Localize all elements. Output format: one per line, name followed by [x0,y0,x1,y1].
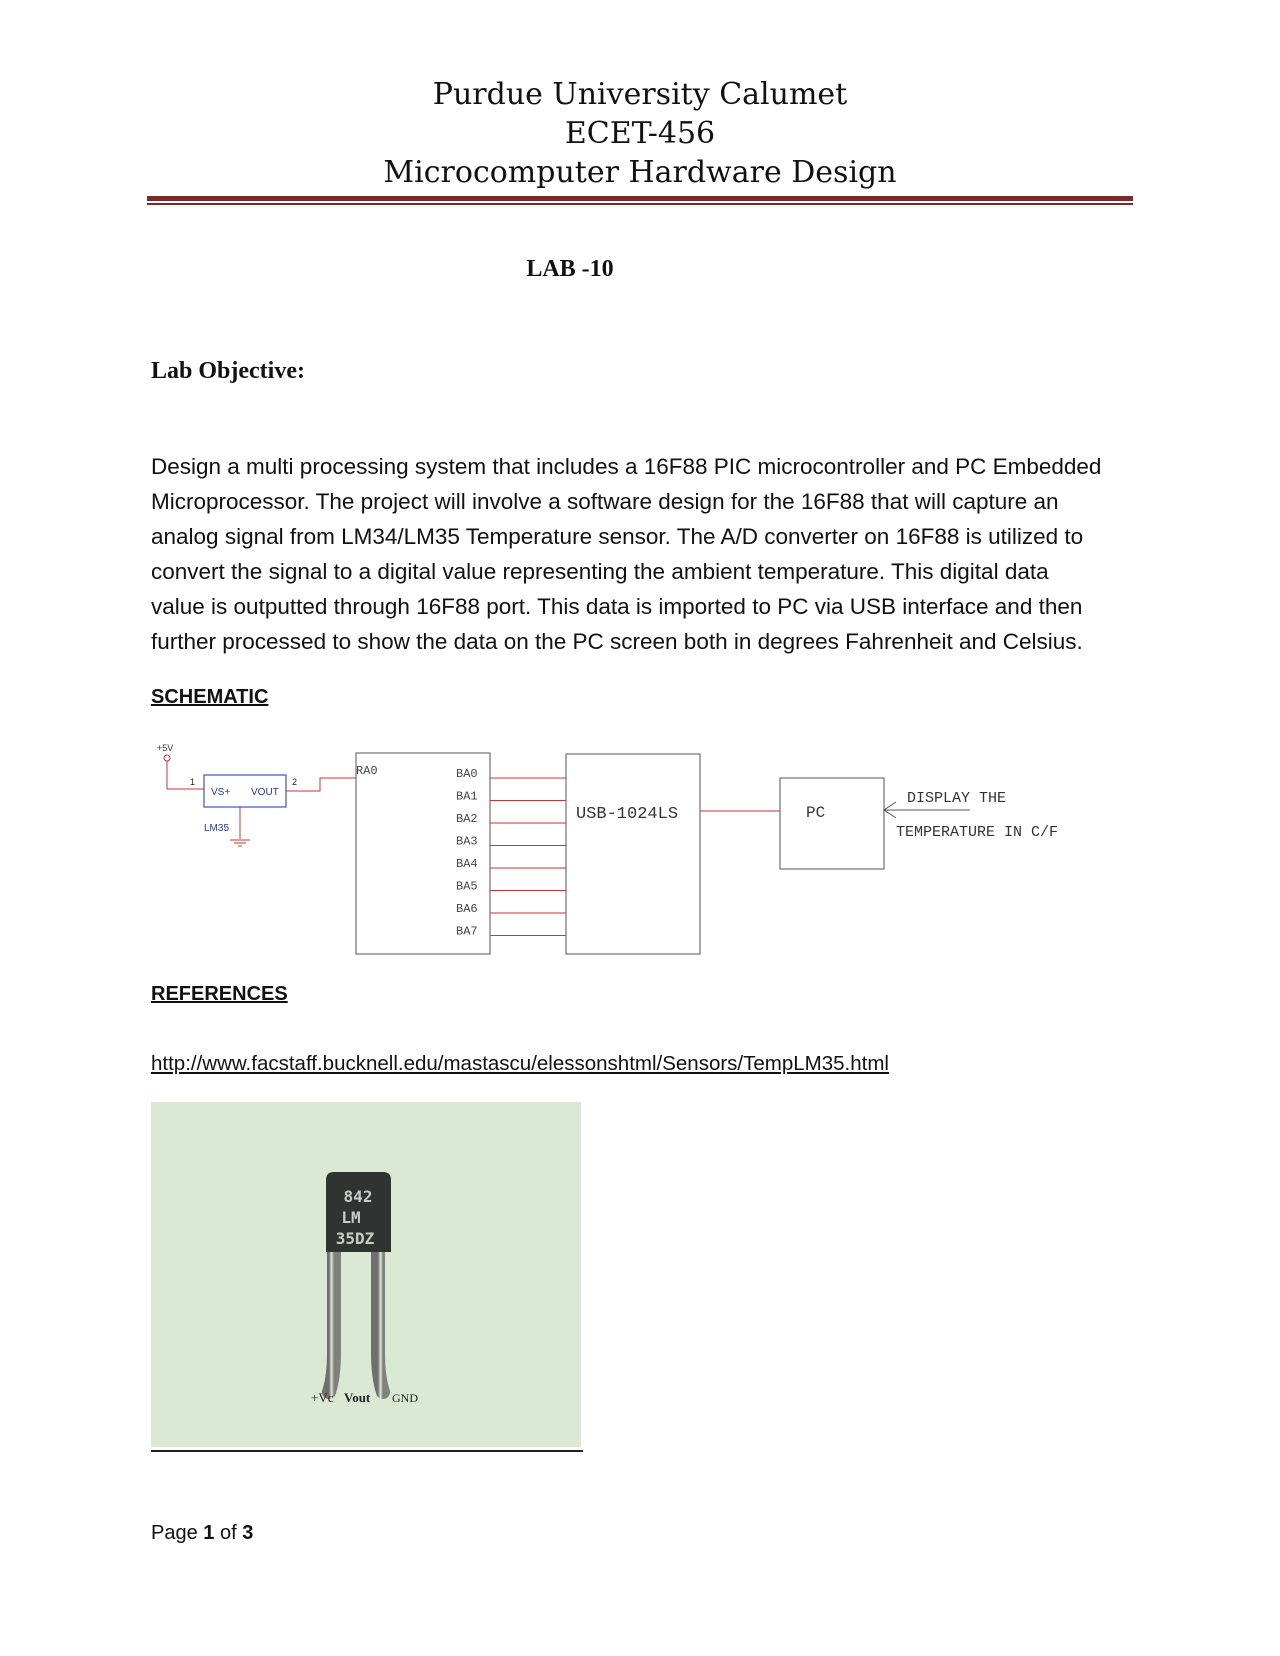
objective-line: further processed to show the data on the PC screen both in degrees Fahrenheit and Celsius. [151,629,1083,654]
supply-wire [167,761,204,789]
page-number: 1 [203,1522,215,1544]
port-label: BA4 [456,857,478,871]
chip-text-2: LM [341,1208,361,1227]
usb-box [566,754,700,954]
vout-label: VOUT [251,787,279,798]
port-label: BA6 [456,902,478,916]
port-label: BA3 [456,834,478,849]
pin-gnd [378,1250,383,1392]
display-label-1: DISPLAY THE [907,790,1007,807]
objective-line: convert the signal to a digital value representing the ambient temperature. This digital data [151,559,1049,584]
port-label: BA1 [456,789,478,804]
port-label: BA2 [456,812,478,826]
header-course: ECET-456 [564,116,716,151]
header-rule-thin [147,203,1133,205]
pin-vc-label: +Vc [311,1390,334,1405]
objective-line: Design a multi processing system that includes a 16F88 PIC microcontroller and PC Embedded [151,454,1102,479]
objective-heading: Lab Objective: [151,358,305,384]
pin1-label: 1 [190,777,196,787]
chip-text-1: 842 [343,1187,373,1206]
schematic-heading: SCHEMATIC [151,686,269,708]
display-label-2: TEMPERATURE IN C/F [896,824,1059,841]
pin-vc [329,1250,334,1392]
header-course-title: Microcomputer Hardware Design [383,155,897,190]
chip-text-3: 35DZ [335,1229,375,1248]
objective-line: Microprocessor. The project will involve a software design for the 16F88 that will capture an [151,489,1059,514]
page-footer [151,1522,253,1545]
schematic-diagram [150,740,1120,975]
objective-paragraph [151,449,1131,659]
pin-gnd-label: GND [392,1391,418,1405]
lm35-label: LM35 [204,823,230,834]
supply-terminal [164,755,170,761]
lm35-photo-drawing [151,1102,581,1447]
port-group [456,767,566,939]
port-label: BA0 [456,767,478,781]
pc-label: PC [806,804,826,822]
supply-label: +5V [157,743,174,753]
lm35-photo [151,1102,581,1447]
port-label: BA7 [456,924,478,939]
lab-title: LAB -10 [526,256,614,282]
page-word: Page [151,1522,198,1544]
objective-line: value is outputted through 16F88 port. This data is imported to PC via USB interface and then [151,594,1083,619]
reference-link[interactable]: http://www.facstaff.bucknell.edu/mastascu/elessonshtml/Sensors/TempLM35.html [151,1052,889,1075]
usb-label: USB-1024LS [576,805,679,824]
vs-label: VS+ [211,787,231,798]
pin2-label: 2 [292,777,298,787]
objective-line: analog signal from LM34/LM35 Temperature sensor. The A/D converter on 16F88 is utilized to [151,524,1084,549]
pin-vout-label: Vout [344,1390,371,1405]
header-university: Purdue University Calumet [432,77,848,112]
photo-underline [151,1450,583,1452]
pc-box [780,778,884,869]
references-heading: REFERENCES [151,983,288,1005]
of-word: of [219,1522,237,1544]
port-label: BA5 [456,879,478,894]
ra0-label: RA0 [356,764,378,778]
header-rule [147,196,1133,201]
page-total: 3 [242,1522,254,1544]
